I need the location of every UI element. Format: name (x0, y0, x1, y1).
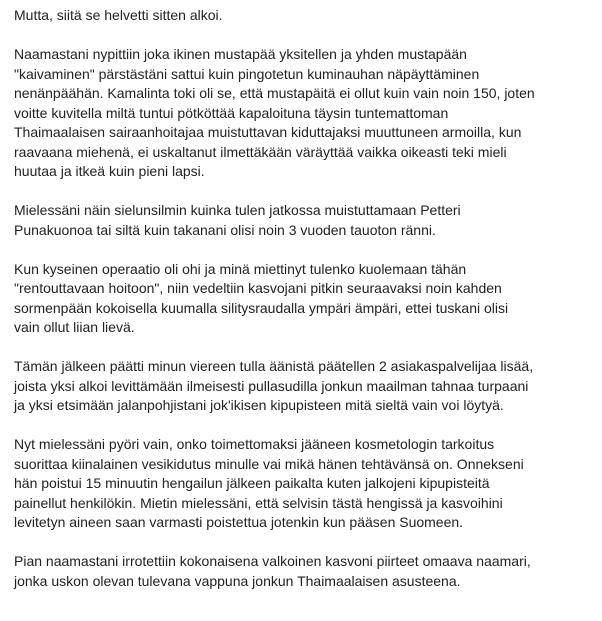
text-line: voitte kuvitella miltä tuntui pötköttää kapaloituna täysin tuntemattoman (14, 104, 449, 121)
text-line: hän poistui 15 minuutin hengailun jälkeen paikalta kuten jalkojeni kipupisteitä (14, 475, 490, 491)
text-line: painellut henkilökin. Mietin mielessäni, että selvisin tästä hengissä ja kasvoihini (14, 494, 503, 511)
paragraph-1 (14, 6, 592, 26)
text-line: nenänpäähän. Kamalinta toki oli se, että mustapäitä ei ollut kuin vain noin 150, joten (14, 85, 535, 101)
paragraph-6 (14, 435, 592, 533)
text-line: huutaa ja itkeä kuin pieni lapsi. (14, 163, 205, 179)
text-line: Mutta, siitä se helvetti sitten alkoi. (14, 7, 223, 23)
text-line: "kaivaminen" pärstästäni sattui kuin pingotetun kuminauhan näpäyttäminen (14, 65, 480, 82)
text-line: Pian naamastani irrotettiin kokonaisena valkoinen kasvoni piirteet omaava naamari, (14, 553, 531, 569)
text-line: levitetyn aineen saan varmasti poistettua jotenkin kun pääsen Suomeen. (14, 514, 464, 530)
paragraph-2 (14, 45, 592, 182)
text-line: joista yksi alkoi levittämään ilmeisesti pullasudilla jonkun maailman tahnaa turpaani (14, 377, 529, 394)
text-line: Punakuonoa tai siltä kuin takanani olisi noin 3 vuoden tauoton ränni. (14, 221, 436, 238)
text-line: "rentouttavaan hoitoon", niin vedeltiin kasvojani pitkin seuraavaksi noin kahden (14, 280, 502, 296)
text-line: Nyt mielessäni pyöri vain, onko toimettomaksi jääneen kosmetologin tarkoitus (14, 436, 495, 452)
paragraph-5 (14, 357, 592, 416)
text-line: suorittaa kiinalainen vesikidutus minulle vai mikä hänen tehtävänsä on. Onnekseni (14, 455, 524, 472)
paragraph-3 (14, 201, 592, 240)
text-line: Mielessäni näin sielunsilmin kuinka tulen jatkossa muistuttamaan Petteri (14, 202, 461, 218)
text-line: jonka uskon olevan tulevana vappuna jonkun Thaimaalaisen asusteena. (14, 572, 461, 589)
text-line: Naamastani nypittiin joka ikinen mustapää yksitellen ja yhden mustapään (14, 46, 467, 62)
paragraph-7 (14, 552, 592, 591)
text-line: sormenpään kokoisella kuumalla silitysraudalla ympäri ämpäri, ettei tuskani olisi (14, 299, 509, 316)
article-body (14, 6, 592, 611)
text-line: raavaana miehenä, ei uskaltanut ilmettäkään väräyttää vaikka oikeasti teki mieli (14, 143, 507, 160)
text-line: Thaimaalaisen sairaanhoitajaa muistuttavan kiduttajaksi muuttuneen armoilla, kun (14, 124, 522, 140)
text-line: ja yksi etsimään jalanpohjistani jok'ikisen kipupisteen mitä sieltä vain voi löytyä. (14, 397, 504, 413)
text-line: Kun kyseinen operaatio oli ohi ja minä miettinyt tulenko kuolemaan tähän (14, 260, 467, 277)
text-line: Tämän jälkeen päätti minun viereen tulla äänistä päätellen 2 asiakaspalvelijaa lisää, (14, 358, 534, 374)
paragraph-4 (14, 260, 592, 338)
text-line: vain ollut liian lievä. (14, 319, 135, 335)
